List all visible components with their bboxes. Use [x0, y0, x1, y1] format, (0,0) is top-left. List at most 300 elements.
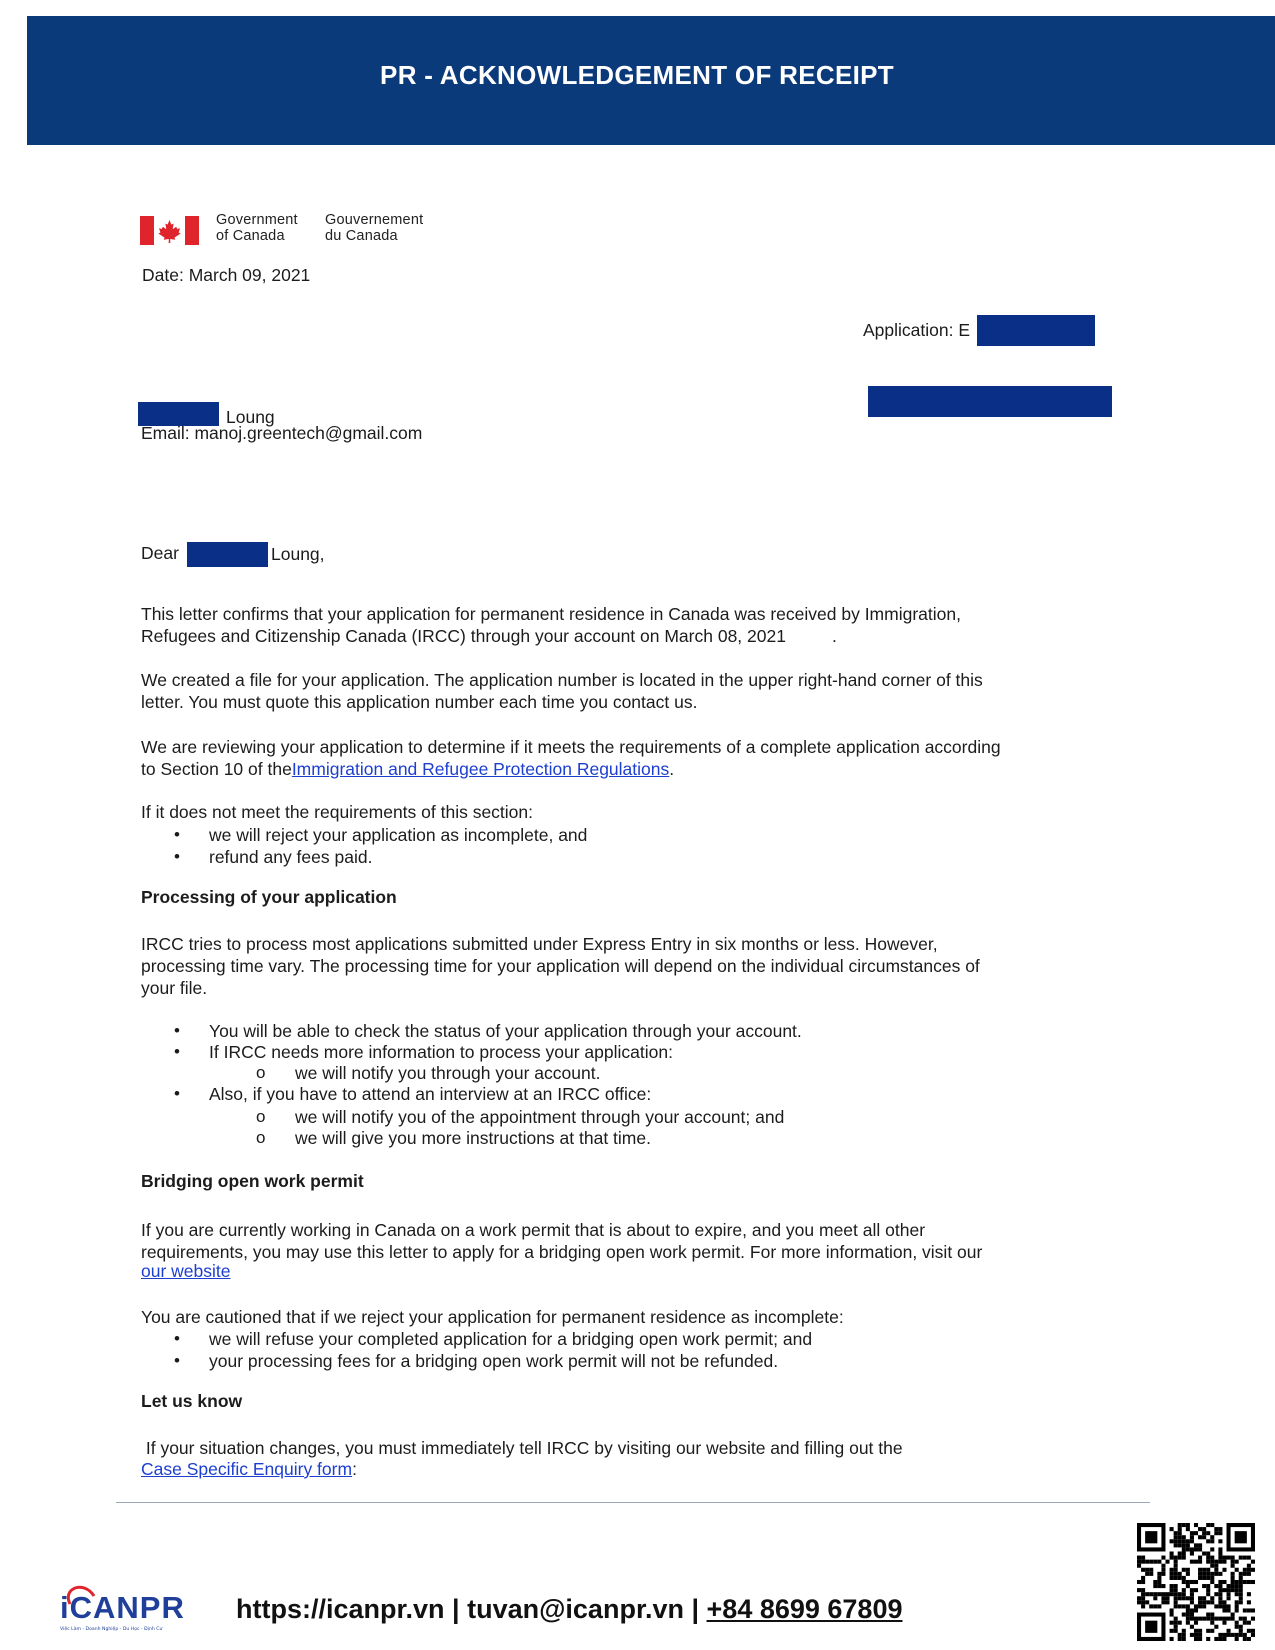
qr-module: [1235, 1580, 1239, 1584]
qr-module: [1218, 1560, 1222, 1564]
qr-module: [1214, 1637, 1218, 1641]
qr-module: [1198, 1576, 1202, 1580]
qr-module: [1170, 1576, 1174, 1580]
bullet-marker: •: [174, 1021, 180, 1040]
qr-module: [1214, 1560, 1218, 1564]
qr-module: [1161, 1600, 1165, 1604]
qr-module: [1149, 1604, 1153, 1608]
qr-module: [1194, 1617, 1198, 1621]
qr-module: [1194, 1604, 1198, 1608]
qr-module: [1141, 1568, 1145, 1572]
qr-module: [1170, 1568, 1174, 1572]
qr-module: [1157, 1592, 1161, 1596]
qr-module: [1210, 1539, 1214, 1543]
qr-module: [1214, 1572, 1218, 1576]
qr-module: [1243, 1617, 1247, 1621]
qr-module: [1206, 1629, 1210, 1633]
qr-module: [1170, 1629, 1174, 1633]
header-banner: [27, 16, 1275, 145]
qr-module: [1202, 1600, 1206, 1604]
qr-module: [1231, 1560, 1235, 1564]
qr-module: [1235, 1592, 1239, 1596]
qr-module: [1186, 1580, 1190, 1584]
qr-module: [1202, 1584, 1206, 1588]
qr-module: [1235, 1625, 1239, 1629]
qr-module: [1235, 1608, 1239, 1612]
qr-module: [1182, 1576, 1186, 1580]
heading-bridging-permit: Bridging open work permit: [141, 1171, 364, 1191]
qr-module: [1231, 1556, 1235, 1560]
qr-module: [1243, 1568, 1247, 1572]
qr-module: [1235, 1604, 1239, 1608]
qr-module: [1202, 1551, 1206, 1555]
qr-module: [1222, 1560, 1226, 1564]
qr-module: [1231, 1576, 1235, 1580]
qr-module: [1178, 1596, 1182, 1600]
qr-module: [1182, 1596, 1186, 1600]
sub-bullet-marker: o: [256, 1063, 266, 1082]
qr-module: [1198, 1600, 1202, 1604]
recipient-email: Email: manoj.greentech@gmail.com: [141, 423, 423, 443]
qr-module: [1214, 1527, 1218, 1531]
qr-module: [1247, 1580, 1251, 1584]
qr-module: [1222, 1588, 1226, 1592]
redaction-greeting-name: [187, 542, 268, 567]
qr-code-icon[interactable]: [1137, 1523, 1255, 1641]
qr-module: [1251, 1580, 1255, 1584]
qr-module: [1202, 1568, 1206, 1572]
qr-module: [1231, 1633, 1235, 1637]
qr-module: [1170, 1551, 1174, 1555]
qr-module: [1174, 1535, 1178, 1539]
gov-name-english: Government of Canada: [216, 212, 298, 244]
qr-module: [1235, 1637, 1239, 1641]
qr-module: [1186, 1584, 1190, 1588]
qr-module: [1214, 1584, 1218, 1588]
qr-module: [1141, 1596, 1145, 1600]
qr-module: [1227, 1588, 1231, 1592]
qr-module: [1170, 1608, 1174, 1612]
paragraph-confirmation: This letter confirms that your application for permanent residence in Canada was received by Immigration, Refugees and Citizenship Canada (IRCC) through your account on March 08, 2021 .: [141, 604, 961, 646]
bullet-marker: •: [174, 847, 180, 866]
qr-module: [1165, 1596, 1169, 1600]
qr-module: [1194, 1637, 1198, 1641]
qr-module: [1174, 1560, 1178, 1564]
qr-module: [1198, 1617, 1202, 1621]
qr-module: [1145, 1568, 1149, 1572]
qr-module: [1186, 1617, 1190, 1621]
qr-module: [1243, 1556, 1247, 1560]
qr-module: [1202, 1535, 1206, 1539]
irpr-link[interactable]: Immigration and Refugee Protection Regulations: [291, 759, 670, 779]
gov-name-french: Gouvernement du Canada: [325, 212, 424, 244]
qr-module: [1206, 1523, 1210, 1527]
bullet-marker: •: [174, 1042, 180, 1061]
qr-module: [1210, 1547, 1214, 1551]
qr-module: [1190, 1600, 1194, 1604]
qr-module: [1170, 1572, 1174, 1576]
qr-module: [1137, 1580, 1141, 1584]
qr-module: [1251, 1608, 1255, 1612]
qr-module: [1178, 1527, 1182, 1531]
qr-module: [1182, 1637, 1186, 1641]
qr-module: [1210, 1617, 1214, 1621]
qr-module: [1178, 1604, 1182, 1608]
qr-module: [1198, 1637, 1202, 1641]
qr-module: [1186, 1596, 1190, 1600]
paragraph-review: We are reviewing your application to determine if it meets the requirements of a complete application according to Section 10 of theImmigration and Refugee Protection Regulations.: [141, 737, 1001, 779]
paragraph-bridging: If you are currently working in Canada on a work permit that is about to expire, and you meet all other requirements, you may use this letter to apply for a bridging open work permit. For more information, visit our our website: [141, 1220, 983, 1281]
qr-module: [1186, 1621, 1190, 1625]
qr-module: [1218, 1551, 1222, 1555]
qr-module: [1145, 1600, 1149, 1604]
qr-module: [1174, 1592, 1178, 1596]
qr-module: [1247, 1564, 1251, 1568]
qr-module: [1218, 1604, 1222, 1608]
qr-module: [1202, 1531, 1206, 1535]
qr-module: [1227, 1617, 1231, 1621]
qr-module: [1239, 1572, 1243, 1576]
qr-module: [1235, 1560, 1239, 1564]
qr-module: [1239, 1556, 1243, 1560]
qr-module: [1243, 1637, 1247, 1641]
qr-module: [1214, 1625, 1218, 1629]
qr-module: [1198, 1633, 1202, 1637]
qr-module: [1182, 1613, 1186, 1617]
qr-module: [1161, 1592, 1165, 1596]
qr-module: [1239, 1625, 1243, 1629]
qr-module: [1141, 1556, 1145, 1560]
qr-module: [1137, 1564, 1141, 1568]
qr-module: [1141, 1576, 1145, 1580]
qr-module: [1206, 1600, 1210, 1604]
qr-module: [1190, 1633, 1194, 1637]
qr-module: [1190, 1551, 1194, 1555]
qr-module: [1251, 1629, 1255, 1633]
qr-module: [1141, 1588, 1145, 1592]
qr-module: [1202, 1617, 1206, 1621]
qr-module: [1182, 1588, 1186, 1592]
qr-module: [1235, 1588, 1239, 1592]
qr-module: [1190, 1592, 1194, 1596]
qr-module: [1190, 1625, 1194, 1629]
qr-module: [1222, 1608, 1226, 1612]
qr-module: [1222, 1556, 1226, 1560]
contact-phone-link[interactable]: +84 8699 67809: [706, 1594, 903, 1624]
qr-module: [1210, 1621, 1214, 1625]
qr-module: [1178, 1576, 1182, 1580]
qr-module: [1174, 1539, 1178, 1543]
qr-module: [1210, 1560, 1214, 1564]
qr-module: [1190, 1560, 1194, 1564]
qr-module: [1235, 1584, 1239, 1588]
qr-module: [1247, 1568, 1251, 1572]
qr-module: [1198, 1547, 1202, 1551]
qr-module: [1251, 1633, 1255, 1637]
qr-module: [1190, 1613, 1194, 1617]
qr-module: [1206, 1592, 1210, 1596]
qr-module: [1182, 1556, 1186, 1560]
list-item: If IRCC needs more information to process your application:: [209, 1042, 673, 1062]
qr-module: [1243, 1572, 1247, 1576]
qr-module: [1174, 1604, 1178, 1608]
qr-module: [1239, 1588, 1243, 1592]
qr-module: [1194, 1547, 1198, 1551]
qr-module: [1174, 1600, 1178, 1604]
qr-module: [1210, 1576, 1214, 1580]
qr-module: [1210, 1629, 1214, 1633]
page-title: PR - ACKNOWLEDGEMENT OF RECEIPT: [380, 60, 894, 90]
qr-module: [1222, 1604, 1226, 1608]
qr-module: [1218, 1580, 1222, 1584]
qr-module: [1182, 1547, 1186, 1551]
qr-module: [1157, 1560, 1161, 1564]
qr-module: [1239, 1617, 1243, 1621]
qr-module: [1206, 1560, 1210, 1564]
qr-module: [1190, 1596, 1194, 1600]
qr-module: [1178, 1531, 1182, 1535]
qr-module: [1214, 1568, 1218, 1572]
qr-module: [1141, 1560, 1145, 1564]
qr-module: [1153, 1560, 1157, 1564]
icanpr-logo: [58, 1578, 198, 1634]
qr-module: [1198, 1572, 1202, 1576]
qr-module: [1231, 1572, 1235, 1576]
qr-module: [1218, 1637, 1222, 1641]
qr-module: [1194, 1629, 1198, 1633]
qr-module: [1141, 1600, 1145, 1604]
qr-module: [1186, 1539, 1190, 1543]
qr-module: [1145, 1572, 1149, 1576]
qr-module: [1194, 1531, 1198, 1535]
qr-module: [1206, 1572, 1210, 1576]
qr-module: [1137, 1560, 1141, 1564]
qr-module: [1174, 1596, 1178, 1600]
qr-module: [1218, 1539, 1222, 1543]
qr-module: [1222, 1580, 1226, 1584]
qr-module: [1178, 1523, 1182, 1527]
qr-module: [1198, 1556, 1202, 1560]
qr-module: [1182, 1604, 1186, 1608]
qr-module: [1157, 1580, 1161, 1584]
paragraph-caution-intro: You are cautioned that if we reject your application for permanent residence as incomplete:: [141, 1307, 844, 1327]
qr-module: [1222, 1637, 1226, 1641]
recipient-surname: Loung: [226, 407, 275, 427]
qr-module: [1186, 1527, 1190, 1531]
qr-module: [1214, 1604, 1218, 1608]
footer-contact: [236, 1594, 902, 1625]
qr-module: [1206, 1576, 1210, 1580]
qr-module: [1170, 1592, 1174, 1596]
qr-module: [1227, 1596, 1231, 1600]
bullet-marker: •: [174, 1084, 180, 1103]
qr-module: [1218, 1527, 1222, 1531]
qr-module: [1157, 1604, 1161, 1608]
qr-module: [1227, 1629, 1231, 1633]
list-item: we will refuse your completed application for a bridging open work permit; and: [209, 1329, 813, 1349]
qr-module: [1178, 1551, 1182, 1555]
qr-module: [1161, 1584, 1165, 1588]
qr-module: [1231, 1564, 1235, 1568]
qr-module: [1218, 1592, 1222, 1596]
qr-module: [1222, 1568, 1226, 1572]
bullet-marker: •: [174, 1329, 180, 1348]
qr-module: [1251, 1568, 1255, 1572]
qr-module: [1239, 1580, 1243, 1584]
qr-module: [1227, 1604, 1231, 1608]
qr-module: [1218, 1633, 1222, 1637]
qr-module: [1182, 1633, 1186, 1637]
qr-module: [1227, 1556, 1231, 1560]
qr-module: [1190, 1531, 1194, 1535]
qr-module: [1161, 1556, 1165, 1560]
sub-list-item: we will give you more instructions at that time.: [295, 1128, 651, 1148]
redaction-address: [868, 386, 1112, 417]
qr-module: [1190, 1617, 1194, 1621]
qr-module: [1174, 1572, 1178, 1576]
qr-module: [1157, 1584, 1161, 1588]
qr-module: [1161, 1568, 1165, 1572]
qr-module: [1247, 1637, 1251, 1641]
qr-module: [1182, 1629, 1186, 1633]
qr-module: [1206, 1539, 1210, 1543]
qr-module: [1149, 1568, 1153, 1572]
qr-module: [1145, 1560, 1149, 1564]
qr-module: [1170, 1637, 1174, 1641]
qr-module: [1206, 1568, 1210, 1572]
qr-module: [1239, 1629, 1243, 1633]
qr-module: [1218, 1596, 1222, 1600]
qr-module: [1182, 1523, 1186, 1527]
qr-module: [1170, 1539, 1174, 1543]
qr-module: [1186, 1608, 1190, 1612]
qr-module: [1239, 1633, 1243, 1637]
qr-module: [1243, 1621, 1247, 1625]
qr-module: [1239, 1584, 1243, 1588]
qr-module: [1182, 1580, 1186, 1584]
qr-module: [1202, 1527, 1206, 1531]
qr-module: [1239, 1596, 1243, 1600]
sub-list-item: we will notify you through your account.: [295, 1063, 601, 1083]
qr-module: [1198, 1527, 1202, 1531]
qr-module: [1210, 1572, 1214, 1576]
qr-module: [1174, 1576, 1178, 1580]
qr-module: [1149, 1560, 1153, 1564]
qr-module: [1214, 1592, 1218, 1596]
qr-module: [1137, 1588, 1141, 1592]
bullet-marker: •: [174, 825, 180, 844]
qr-module: [1206, 1556, 1210, 1560]
qr-module: [1153, 1580, 1157, 1584]
qr-module: [1202, 1572, 1206, 1576]
qr-module: [1178, 1535, 1182, 1539]
qr-module: [1206, 1531, 1210, 1535]
qr-module: [1190, 1608, 1194, 1612]
qr-module: [1194, 1580, 1198, 1584]
heading-let-us-know: Let us know: [141, 1391, 243, 1411]
our-website-link[interactable]: our website: [141, 1261, 231, 1281]
qr-module: [1194, 1560, 1198, 1564]
qr-module: [1149, 1592, 1153, 1596]
qr-module: [1198, 1560, 1202, 1564]
paragraph-requirements-intro: If it does not meet the requirements of this section:: [141, 802, 534, 822]
qr-module: [1231, 1588, 1235, 1592]
qr-module: [1178, 1592, 1182, 1596]
qr-module: [1247, 1621, 1251, 1625]
qr-module: [1157, 1576, 1161, 1580]
qr-module: [1141, 1604, 1145, 1608]
paragraph-situation-changes: If your situation changes, you must immediately tell IRCC by visiting our website and filling out the: [141, 1438, 903, 1458]
qr-module: [1174, 1556, 1178, 1560]
qr-module: [1137, 1600, 1141, 1604]
qr-module: [1206, 1617, 1210, 1621]
qr-module: [1218, 1617, 1222, 1621]
enquiry-form-line: Case Specific Enquiry form:: [141, 1459, 357, 1479]
qr-module: [1218, 1556, 1222, 1560]
qr-module: [1174, 1543, 1178, 1547]
qr-module: [1190, 1535, 1194, 1539]
qr-module: [1170, 1527, 1174, 1531]
qr-module: [1231, 1580, 1235, 1584]
contact-website-email[interactable]: https://icanpr.vn | tuvan@icanpr.vn |: [236, 1594, 707, 1624]
case-specific-enquiry-link[interactable]: Case Specific Enquiry form: [141, 1459, 353, 1479]
qr-module: [1178, 1556, 1182, 1560]
qr-module: [1194, 1543, 1198, 1547]
qr-module: [1239, 1600, 1243, 1604]
qr-module: [1214, 1564, 1218, 1568]
qr-module: [1182, 1539, 1186, 1543]
qr-module: [1247, 1572, 1251, 1576]
qr-module: [1190, 1547, 1194, 1551]
qr-module: [1170, 1588, 1174, 1592]
qr-module: [1141, 1580, 1145, 1584]
qr-module: [1174, 1621, 1178, 1625]
qr-module: [1210, 1596, 1214, 1600]
list-item: we will reject your application as incomplete, and: [209, 825, 588, 845]
qr-module: [1218, 1572, 1222, 1576]
qr-module: [1227, 1608, 1231, 1612]
qr-module: [1214, 1617, 1218, 1621]
qr-module: [1243, 1580, 1247, 1584]
qr-module: [1206, 1637, 1210, 1641]
qr-module: [1198, 1568, 1202, 1572]
qr-module: [1218, 1531, 1222, 1535]
qr-module: [1165, 1600, 1169, 1604]
qr-module: [1174, 1568, 1178, 1572]
qr-module: [1247, 1592, 1251, 1596]
qr-module: [1190, 1580, 1194, 1584]
qr-module: [1231, 1617, 1235, 1621]
qr-module: [1165, 1560, 1169, 1564]
qr-module: [1243, 1608, 1247, 1612]
qr-module: [1174, 1564, 1178, 1568]
qr-module: [1251, 1560, 1255, 1564]
qr-module: [1231, 1584, 1235, 1588]
qr-module: [1170, 1621, 1174, 1625]
greeting-suffix: Loung,: [271, 544, 325, 564]
qr-module: [1174, 1584, 1178, 1588]
qr-module: [1182, 1543, 1186, 1547]
qr-module: [1186, 1572, 1190, 1576]
qr-module: [1222, 1633, 1226, 1637]
qr-module: [1235, 1568, 1239, 1572]
qr-module: [1149, 1572, 1153, 1576]
qr-module: [1170, 1584, 1174, 1588]
qr-module: [1186, 1613, 1190, 1617]
qr-module: [1194, 1633, 1198, 1637]
qr-module: [1227, 1592, 1231, 1596]
heading-processing: Processing of your application: [141, 887, 397, 907]
